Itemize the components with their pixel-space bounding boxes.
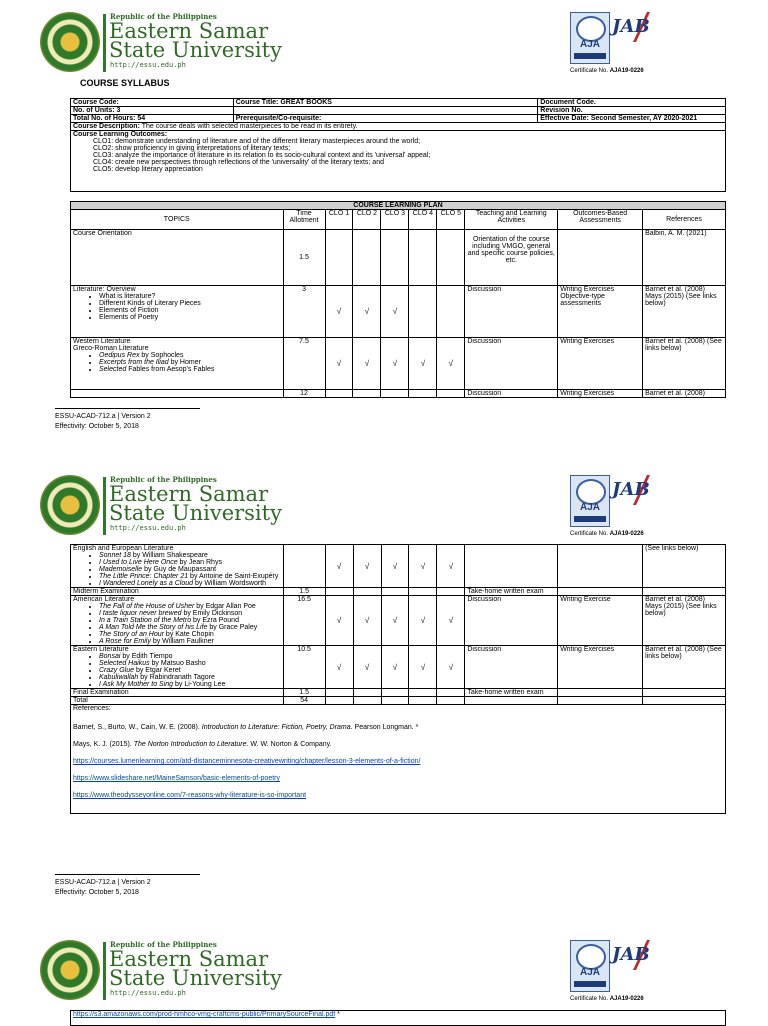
check-mark: √ (381, 286, 409, 338)
university-name-line1: Eastern Samar (109, 482, 269, 506)
topic-cell: Final Examination (71, 689, 284, 697)
time-cell: 1.5 (283, 230, 325, 286)
table-row (71, 689, 726, 697)
header-assessments: Outcomes-Based Assessments (558, 210, 643, 230)
activity-cell: Take-home written exam (465, 689, 558, 697)
university-name-line1: Eastern Samar (109, 19, 269, 43)
clo-item: CLO5: develop literary appreciation (93, 166, 203, 173)
effective-date: Effective Date: Second Semester, AY 2020-2021 (538, 115, 726, 123)
total-hours: Total No. of Hours: 54 (71, 115, 234, 123)
activity-cell: Discussion (465, 390, 558, 398)
table-row (71, 390, 726, 398)
check-mark: √ (381, 338, 409, 390)
reference-cell: Barnet et al. (2008) Mays (2015) (See links below) (643, 596, 726, 646)
republic-text: Republic of the Philippines (110, 940, 217, 949)
aja-logo: AJA (570, 940, 610, 992)
check-mark: √ (353, 286, 381, 338)
time-cell: 3 (283, 286, 325, 338)
header-time: Time Allotment (283, 210, 325, 230)
certification-logos (570, 475, 670, 545)
clo-item: CLO4: create new perspectives through reflections of the 'universality' of the literary texts; and (93, 159, 384, 166)
university-name-line2: State University (109, 38, 282, 62)
certification-logos (570, 12, 670, 82)
header-clo2: CLO 2 (353, 210, 381, 230)
assessment-cell: Writing Exercises (558, 338, 643, 390)
check-mark: √ (409, 545, 437, 588)
header-clo5: CLO 5 (437, 210, 465, 230)
time-cell: 1.5 (283, 689, 325, 697)
header-activities: Teaching and Learning Activities (465, 210, 558, 230)
header-divider (103, 14, 106, 72)
topic-cell: Literature: Overview • What is literature? • Different Kinds of Literary Pieces • Elements of Fiction • Elements of Poetry (71, 286, 284, 338)
table-row (71, 230, 726, 286)
document-code: Document Code. (538, 99, 726, 107)
learning-plan-table (70, 201, 726, 398)
topic-cell: Western Literature Greco-Roman Literature • Oedipus Rex by Sophocles • Excerpts from the Iliad by Homer • Selected Fables from Aesop's Fables (71, 338, 284, 390)
check-mark: √ (437, 646, 465, 689)
certificate-number: Certificate No. AJA19-0226 (570, 531, 644, 537)
topic-cell: Course Orientation (71, 230, 284, 286)
activity-cell: Discussion (465, 596, 558, 646)
topic-cell: American Literature • The Fall of the House of Usher by Edgar Allan Poe • I taste liquor never brewed by Emily Dickinson • In a Train Station of the Metro by Ezra Pound • A Man Told Me the Story of his Life by Grace Paley • The Story of an Hour by Kate Chopin • A Rose for Emily by William Faulkner (71, 596, 284, 646)
university-url: http://essu.edu.ph (110, 61, 186, 69)
activity-cell: Orientation of the course including VMGO, general and specific course policies, etc. (465, 230, 558, 286)
university-name-line1: Eastern Samar (109, 947, 269, 971)
check-mark: √ (325, 545, 353, 588)
reference-cell: Barnet et al. (2008) Mays (2015) (See links below) (643, 286, 726, 338)
page-header (40, 12, 730, 87)
revision-no: Revision No. (538, 107, 726, 115)
activity-cell: Discussion (465, 338, 558, 390)
total-time: 54 (283, 697, 325, 705)
certification-logos (570, 940, 670, 1010)
republic-text: Republic of the Philippines (110, 475, 217, 484)
clo-item: CLO2: show proficiency in giving interpretations of literary texts; (93, 145, 291, 152)
university-seal-logo (40, 940, 100, 1000)
footer-effectivity: Effectivity: October 5, 2018 (55, 423, 139, 430)
header-divider (103, 477, 106, 535)
clo-item: CLO1: demonstrate understanding of literature and of the different literary masterpieces around the world; (93, 138, 421, 145)
table-row (71, 646, 726, 689)
check-mark: √ (381, 545, 409, 588)
check-mark: √ (325, 646, 353, 689)
time-cell: 10.5 (283, 646, 325, 689)
reference-cell: Barnet et al. (2008) (643, 390, 726, 398)
check-mark: √ (437, 338, 465, 390)
header-topics: TOPICS (71, 210, 284, 230)
assessment-cell: Writing Exercise (558, 596, 643, 646)
total-label: Total (71, 697, 284, 705)
check-mark: √ (437, 545, 465, 588)
check-mark: √ (381, 646, 409, 689)
course-outcomes: Course Learning Outcomes: CLO1: demonstrate understanding of literature and of the different literary masterpieces around the world; CLO2: show proficiency in giving interpretations of literary texts; CLO3: analyze the importance of literature in its relation to its socio-cultural context and its 'universal' appeal; CLO4: create new perspectives through reflections of the 'universality' of the literary texts; and CLO5: develop literary appreciation (71, 131, 726, 192)
time-cell: 7.5 (283, 338, 325, 390)
time-cell: 16.5 (283, 596, 325, 646)
page-footer (55, 408, 200, 432)
time-cell: 12 (283, 390, 325, 398)
reference-mays: Mays, K. J. (2015). The Norton Introduction to Literature. W. W. Norton & Company. (73, 741, 332, 748)
page-header (40, 940, 730, 1015)
table-row (71, 596, 726, 646)
university-name-line2: State University (109, 501, 282, 525)
check-mark: √ (353, 646, 381, 689)
check-mark: √ (353, 338, 381, 390)
course-title: Course Title: GREAT BOOKS (233, 99, 538, 107)
check-mark: √ (437, 596, 465, 646)
course-code: Course Code: (71, 99, 234, 107)
topic-cell: Eastern Literature • Bonsai by Edith Tiempo • Selected Haikus by Matsuo Basho • Crazy Glue by Etgar Keret • Kabuliwallah by Rabindranath Tagore • I Ask My Mother to Sing by Li-Young Lee (71, 646, 284, 689)
units: No. of Units: 3 (71, 107, 234, 115)
check-mark: √ (325, 286, 353, 338)
assessment-cell: Writing Exercises (558, 646, 643, 689)
table-row (71, 286, 726, 338)
aja-logo: AJA (570, 475, 610, 527)
republic-text: Republic of the Philippines (110, 12, 217, 21)
university-url: http://essu.edu.ph (110, 989, 186, 997)
activity-cell: Take-home written exam (465, 588, 558, 596)
check-mark: √ (353, 545, 381, 588)
table-row (71, 697, 726, 705)
page-header (40, 475, 730, 550)
activity-cell: Discussion (465, 646, 558, 689)
topic-cell: Midterm Examination (71, 588, 284, 596)
jab-logo: JAB (612, 16, 650, 37)
prerequisite: Prerequisite/Co-requisite: (233, 115, 538, 123)
assessment-cell: Writing Exercises (558, 390, 643, 398)
jab-logo: JAB (612, 479, 650, 500)
jab-logo: JAB (612, 944, 650, 965)
header-references: References (643, 210, 726, 230)
check-mark: √ (325, 338, 353, 390)
reference-link[interactable]: https://www.theodysseyonline.com/7-reasons-why-literature-is-so-important (73, 792, 307, 799)
aja-logo: AJA (570, 12, 610, 64)
reference-barnet: Barnet, S., Burto, W., Cain, W. E. (2008). Introduction to Literature: Fiction, Poetry, Drama. Pearson Longman. * (73, 724, 419, 731)
time-cell: 1.5 (283, 588, 325, 596)
footer-effectivity: Effectivity: October 5, 2018 (55, 889, 139, 896)
university-url: http://essu.edu.ph (110, 524, 186, 532)
document-title: COURSE SYLLABUS (80, 78, 170, 88)
activity-cell: Discussion (465, 286, 558, 338)
check-mark: √ (353, 596, 381, 646)
footer-doc-code: ESSU-ACAD-712.a | Version 2 (55, 879, 151, 886)
university-seal-logo (40, 475, 100, 535)
references-section: References: Barnet, S., Burto, W., Cain, W. E. (2008). Introduction to Literature: Fiction, Poetry, Drama. Pearson Longman. * Mays, K. J. (2015). The Norton Introduction to Literature. W. W. Norton & Company. https://courses.lumenlearning.com/atd-distanceminnesota-creativewriting/chapter/lesson-3-elements-of-a-fiction/ https://www.slideshare.net/MaineSamson/basic-elements-of-poetry https://www.theodysseyonline.com/7-reasons-why-literature-is-so-important (71, 705, 726, 814)
reference-cell: (See links below) (643, 545, 726, 588)
reference-link[interactable]: https://s3.amazonaws.com/prod-hmhco-vmg-craftcms-public/PrimarySourceFinal.pdf (73, 1011, 336, 1018)
university-seal-logo (40, 12, 100, 72)
table-row (71, 545, 726, 588)
check-mark: √ (409, 338, 437, 390)
header-divider (103, 942, 106, 1000)
reference-link[interactable]: https://www.slideshare.net/MaineSamson/basic-elements-of-poetry (73, 775, 280, 782)
course-description: Course Description: The course deals with selected masterpieces to be read in its entirety. (71, 123, 726, 131)
reference-link[interactable]: https://courses.lumenlearning.com/atd-distanceminnesota-creativewriting/chapter/lesson-3-elements-of-a-fiction/ (73, 758, 421, 765)
footer-doc-code: ESSU-ACAD-712.a | Version 2 (55, 413, 151, 420)
check-mark: √ (409, 596, 437, 646)
reference-cell: Balbin, A. M. (2021) (643, 230, 726, 286)
reference-cell: Barnet et al. (2008) (See links below) (643, 338, 726, 390)
table-row (71, 588, 726, 596)
header-clo1: CLO 1 (325, 210, 353, 230)
course-info-table (70, 98, 726, 192)
topic-cell: English and European Literature • Sonnet 18 by William Shakespeare • I Used to Live Here Once by Jean Rhys • Mademoiselle by Guy de Maupassant • The Little Prince: Chapter 21 by Antoine de Saint-Exupéry • I Wandered Lonely as a Cloud by William Wordsworth (71, 545, 284, 588)
reference-cell: Barnet et al. (2008) (See links below) (643, 646, 726, 689)
university-name-line2: State University (109, 966, 282, 990)
assessment-cell: Writing Exercises Objective-type assessments (558, 286, 643, 338)
check-mark: √ (325, 596, 353, 646)
references-continued-table: https://s3.amazonaws.com/prod-hmhco-vmg-craftcms-public/PrimarySourceFinal.pdf * (70, 1010, 726, 1026)
check-mark: √ (409, 646, 437, 689)
learning-plan-table-continued (70, 544, 726, 814)
page-footer (55, 874, 200, 898)
certificate-number: Certificate No. AJA19-0226 (570, 996, 644, 1002)
check-mark: √ (381, 596, 409, 646)
header-clo4: CLO 4 (409, 210, 437, 230)
clo-item: CLO3: analyze the importance of literature in its relation to its socio-cultural context and its 'universal' appeal; (93, 152, 431, 159)
header-clo3: CLO 3 (381, 210, 409, 230)
table-row (71, 338, 726, 390)
plan-title: COURSE LEARNING PLAN (71, 202, 726, 210)
certificate-number: Certificate No. AJA19-0226 (570, 68, 644, 74)
